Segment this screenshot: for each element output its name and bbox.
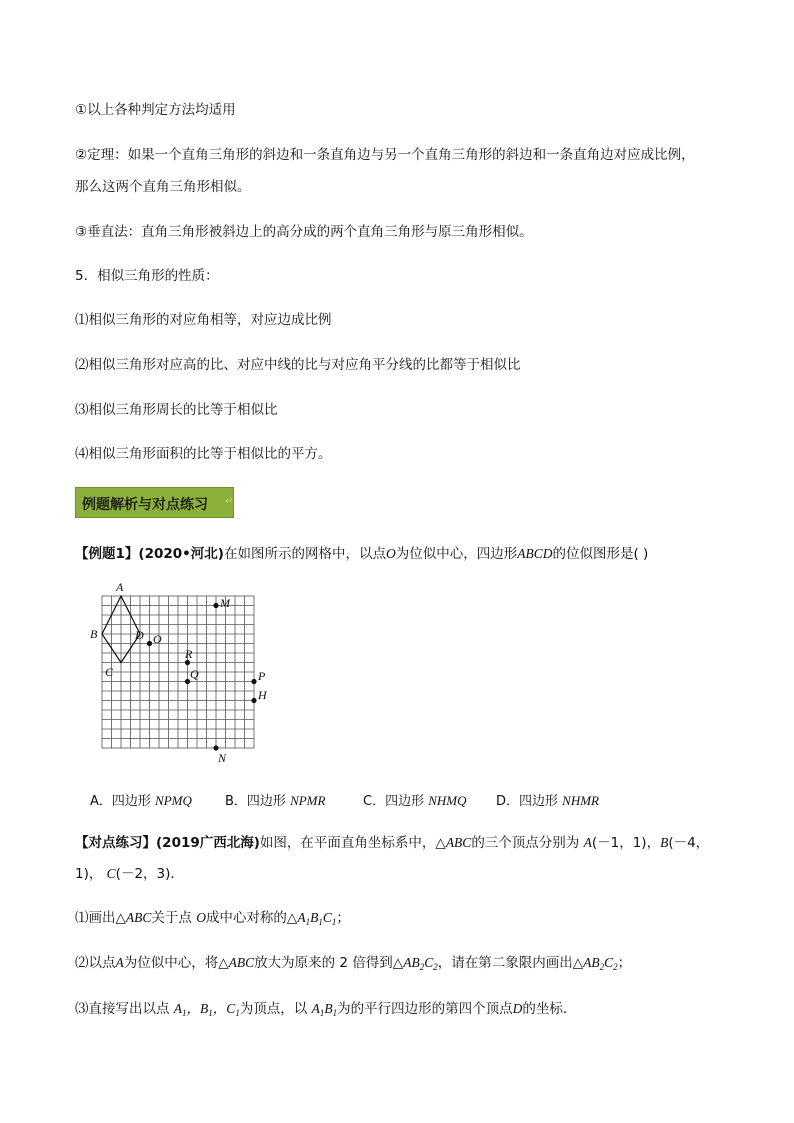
practice-coord-a: (－1，1)， <box>591 835 661 851</box>
practice-a: A <box>583 835 592 850</box>
grid-lines <box>102 596 254 748</box>
property-2: ⑵相似三角形对应高的比、对应中线的比与对应角平分线的比都等于相似比 <box>75 357 521 373</box>
q3-text-4: 的坐标． <box>522 1001 577 1017</box>
label-c: C <box>105 665 114 679</box>
practice-source: (2019广西北海) <box>156 835 260 851</box>
q1-triangle: $A_1B_1C_1$ <box>297 910 337 927</box>
item-3: ③垂直法：直角三角形被斜边上的高分成的两个直角三角形与原三角形相似。 <box>75 224 533 240</box>
example-text-3: 的位似图形是( ) <box>552 546 649 562</box>
property-1: ⑴相似三角形的对应角相等，对应边成比例 <box>75 312 332 328</box>
q1-text-1: ⑴画出△ <box>75 910 126 926</box>
q3-text-2: 为顶点，以 <box>239 1001 308 1017</box>
label-p: P <box>258 669 266 683</box>
item-1: ①以上各种判定方法均适用 <box>75 102 236 118</box>
practice-abc: ABC <box>445 835 472 850</box>
point-h <box>251 698 256 703</box>
choice-c-label: C．四边形 <box>363 794 425 809</box>
label-o: O <box>153 632 162 646</box>
label-h: H <box>258 688 267 702</box>
practice-c: C <box>106 866 116 881</box>
choice-c-name: NHMQ <box>428 793 467 808</box>
q1-text-3: 成中心对称的△ <box>205 910 298 926</box>
banner-title: 例题解析与对点练习 <box>82 497 208 513</box>
q2-abc: ABC <box>228 955 255 970</box>
example-source: (2020•河北) <box>138 546 224 562</box>
q2-a: A <box>115 955 124 970</box>
choice-d-name: NHMR <box>562 793 599 808</box>
q3-diag-a: A <box>311 1001 320 1016</box>
q2-text-1: ⑵以点 <box>75 955 116 971</box>
choice-d[interactable] <box>496 790 599 809</box>
q1-text-2: 关于点 <box>151 910 192 926</box>
property-3: ⑶相似三角形周长的比等于相似比 <box>75 402 278 418</box>
practice-coord-b: (－4， <box>668 835 710 851</box>
choice-a[interactable] <box>90 790 192 809</box>
practice-line-2-start: 1)， <box>75 866 103 882</box>
q1-abc: ABC <box>125 910 152 925</box>
q3-point-a: A <box>173 1001 183 1016</box>
practice-q3 <box>75 1000 576 1018</box>
label-a: A <box>116 580 124 594</box>
practice-b: B <box>660 835 669 850</box>
q1-tri-a: A <box>297 910 306 925</box>
q2-text-4: ，请在第二象限内画出△ <box>437 955 584 971</box>
practice-line-2 <box>75 865 184 883</box>
practice-q1: ⑴画出△ABC关于点 O成中心对称的$\triangle A_1B_1C_1$； <box>75 910 350 927</box>
example-tag: 【例题1】 <box>75 546 139 562</box>
practice-q2: ⑵以点A为位似中心，将△ABC放大为原来的 2 倍得到$\triangle AB_2C_2$，请在第二象限内画出$\triangle AB_2C_2$； <box>75 955 632 972</box>
q3-points: $A_1$，$B_1$，$C_1$ <box>173 1001 240 1018</box>
choice-d-label: D．四边形 <box>496 794 559 809</box>
point-n <box>213 745 218 750</box>
example-point-o: O <box>385 546 396 561</box>
practice-line-1 <box>75 834 709 852</box>
grid-figure <box>84 578 284 768</box>
q3-text-3: 为的平行四边形的第四个顶点 <box>337 1001 513 1017</box>
example-text-1: 在如图所示的网格中，以点 <box>223 546 386 562</box>
choice-b-label: B．四边形 <box>225 794 286 809</box>
q2-text-2: 为位似中心，将△ <box>123 955 229 971</box>
item-2-line-1: ②定理：如果一个直角三角形的斜边和一条直角边与另一个直角三角形的斜边和一条直角边对应成比例， <box>75 147 695 163</box>
label-m: M <box>220 596 230 610</box>
return-mark-icon: ↵ <box>225 496 234 507</box>
point-p <box>251 679 256 684</box>
q2-tri-ab: AB <box>403 955 420 970</box>
choice-c[interactable] <box>363 790 467 809</box>
practice-coord-c: (－2，3)． <box>115 866 184 882</box>
section-banner <box>75 487 234 518</box>
heading-5: 5．相似三角形的性质： <box>75 268 219 284</box>
q2-text-3: 放大为原来的 2 倍得到△ <box>254 955 404 971</box>
label-d: D <box>135 628 144 642</box>
property-4: ⑷相似三角形面积的比等于相似比的平方。 <box>75 446 332 462</box>
point-m <box>213 603 218 608</box>
label-b: B <box>90 627 98 641</box>
q1-o: O <box>196 910 206 925</box>
q2-triangle-2: $AB_2C_2$ <box>583 955 618 972</box>
choice-a-label: A．四边形 <box>90 794 151 809</box>
choice-b-name: NPMR <box>290 793 326 808</box>
q2-triangle: $AB_2C_2$ <box>403 955 438 972</box>
label-q: Q <box>190 667 199 681</box>
q3-d: D <box>512 1001 523 1016</box>
example-1-question <box>75 545 648 563</box>
q3-text-1: ⑶直接写出以点 <box>75 1001 170 1017</box>
q3-diagonal: $A_1B_1$ <box>311 1001 338 1018</box>
item-2-line-2: 那么这两个直角三角形相似。 <box>75 179 251 195</box>
practice-text-1: 如图，在平面直角坐标系中，△ <box>259 835 446 851</box>
choice-b[interactable] <box>225 790 325 809</box>
example-quad: ABCD <box>517 546 553 561</box>
practice-text-2: 的三个顶点分别为 <box>471 835 580 851</box>
label-n: N <box>218 751 227 765</box>
example-text-2: 为位似中心，四边形 <box>395 546 518 562</box>
choice-a-name: NPMQ <box>155 793 192 808</box>
point-o <box>147 641 152 646</box>
practice-tag: 【对点练习】 <box>75 835 156 851</box>
label-r: R <box>185 647 193 661</box>
